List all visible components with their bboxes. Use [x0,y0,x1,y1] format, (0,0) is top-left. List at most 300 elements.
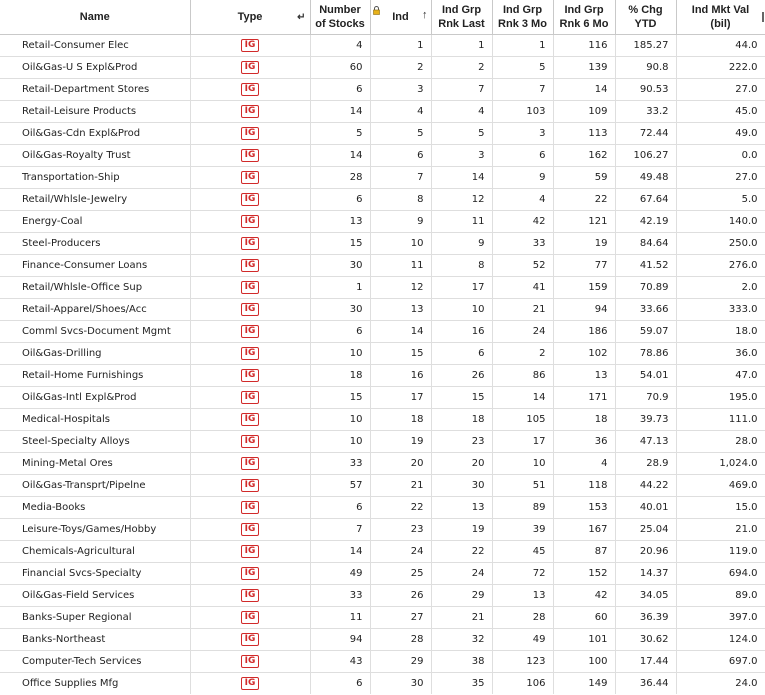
cell-ind-grp-rnk-last[interactable]: 17 [431,277,492,299]
cell-ind-grp-rnk-6mo[interactable]: 118 [553,475,615,497]
type-badge[interactable]: IG [241,61,260,74]
column-header-ind-grp-rnk-3mo[interactable] [492,0,553,35]
cell-ind-grp-rnk-6mo[interactable]: 101 [553,629,615,651]
cell-ind-grp-rnk-last[interactable]: 26 [431,365,492,387]
cell-type[interactable] [190,35,310,57]
table-row[interactable] [0,343,765,365]
cell-name[interactable]: Banks-Northeast [0,629,190,651]
cell-ind-grp-rnk-6mo[interactable]: 102 [553,343,615,365]
cell-name[interactable]: Retail/Whlsle-Office Sup [0,277,190,299]
cell-number-of-stocks[interactable]: 7 [310,519,370,541]
cell-type[interactable] [190,673,310,695]
cell-ind-grp-rnk-6mo[interactable]: 19 [553,233,615,255]
cell-ind[interactable]: 22 [370,497,431,519]
table-row[interactable] [0,497,765,519]
cell-ind-grp-rnk-3mo[interactable]: 21 [492,299,553,321]
cell-ind-grp-rnk-6mo[interactable]: 116 [553,35,615,57]
cell-pct-chg-ytd[interactable]: 33.66 [615,299,676,321]
table-row[interactable] [0,365,765,387]
cell-type[interactable] [190,255,310,277]
cell-pct-chg-ytd[interactable]: 14.37 [615,563,676,585]
cell-ind-mkt-val[interactable]: 27.0 [676,79,765,101]
type-badge[interactable]: IG [241,39,260,52]
cell-ind-grp-rnk-last[interactable]: 38 [431,651,492,673]
cell-ind[interactable]: 30 [370,673,431,695]
cell-ind-grp-rnk-6mo[interactable]: 18 [553,409,615,431]
table-row[interactable] [0,101,765,123]
cell-name[interactable]: Banks-Super Regional [0,607,190,629]
cell-ind-grp-rnk-3mo[interactable]: 33 [492,233,553,255]
cell-type[interactable] [190,541,310,563]
cell-ind[interactable]: 21 [370,475,431,497]
cell-ind-grp-rnk-6mo[interactable]: 13 [553,365,615,387]
cell-type[interactable] [190,431,310,453]
cell-ind-grp-rnk-3mo[interactable]: 13 [492,585,553,607]
cell-ind-mkt-val[interactable]: 140.0 [676,211,765,233]
type-badge[interactable]: IG [241,149,260,162]
cell-ind-grp-rnk-6mo[interactable]: 42 [553,585,615,607]
cell-ind-grp-rnk-3mo[interactable]: 103 [492,101,553,123]
table-row[interactable] [0,277,765,299]
cell-number-of-stocks[interactable]: 57 [310,475,370,497]
table-row[interactable] [0,321,765,343]
table-row[interactable] [0,519,765,541]
cell-type[interactable] [190,123,310,145]
cell-pct-chg-ytd[interactable]: 28.9 [615,453,676,475]
cell-name[interactable]: Oil&Gas-Royalty Trust [0,145,190,167]
cell-ind-grp-rnk-3mo[interactable]: 39 [492,519,553,541]
cell-ind-mkt-val[interactable]: 694.0 [676,563,765,585]
cell-type[interactable] [190,101,310,123]
cell-ind-grp-rnk-6mo[interactable]: 4 [553,453,615,475]
cell-type[interactable] [190,651,310,673]
type-badge[interactable]: IG [241,347,260,360]
cell-type[interactable] [190,167,310,189]
table-row[interactable] [0,431,765,453]
cell-ind[interactable]: 17 [370,387,431,409]
cell-name[interactable]: Oil&Gas-Field Services [0,585,190,607]
table-row[interactable] [0,167,765,189]
cell-name[interactable]: Oil&Gas-Intl Expl&Prod [0,387,190,409]
cell-ind-grp-rnk-last[interactable]: 19 [431,519,492,541]
cell-ind-grp-rnk-last[interactable]: 35 [431,673,492,695]
cell-ind-grp-rnk-last[interactable]: 13 [431,497,492,519]
cell-name[interactable]: Mining-Metal Ores [0,453,190,475]
type-badge[interactable]: IG [241,479,260,492]
cell-ind-mkt-val[interactable]: 21.0 [676,519,765,541]
cell-ind-grp-rnk-6mo[interactable]: 77 [553,255,615,277]
cell-name[interactable]: Energy-Coal [0,211,190,233]
cell-name[interactable]: Retail-Consumer Elec [0,35,190,57]
column-resize-icon[interactable] [762,12,764,22]
type-badge[interactable]: IG [241,193,260,206]
cell-ind-mkt-val[interactable]: 397.0 [676,607,765,629]
cell-number-of-stocks[interactable]: 6 [310,497,370,519]
table-row[interactable] [0,299,765,321]
cell-ind[interactable]: 15 [370,343,431,365]
cell-pct-chg-ytd[interactable]: 36.44 [615,673,676,695]
cell-type[interactable] [190,189,310,211]
cell-ind-grp-rnk-6mo[interactable]: 121 [553,211,615,233]
table-row[interactable] [0,607,765,629]
column-header-pct-chg-ytd[interactable] [615,0,676,35]
cell-type[interactable] [190,497,310,519]
cell-pct-chg-ytd[interactable]: 17.44 [615,651,676,673]
cell-ind[interactable]: 16 [370,365,431,387]
cell-type[interactable] [190,453,310,475]
cell-ind-grp-rnk-3mo[interactable]: 2 [492,343,553,365]
cell-number-of-stocks[interactable]: 13 [310,211,370,233]
cell-ind-grp-rnk-last[interactable]: 30 [431,475,492,497]
cell-number-of-stocks[interactable]: 43 [310,651,370,673]
type-badge[interactable]: IG [241,215,260,228]
column-header-ind-mkt-val[interactable] [676,0,765,35]
cell-name[interactable]: Retail-Department Stores [0,79,190,101]
cell-pct-chg-ytd[interactable]: 42.19 [615,211,676,233]
type-badge[interactable]: IG [241,127,260,140]
sort-ascending-icon[interactable]: ↑ [422,9,428,21]
cell-number-of-stocks[interactable]: 5 [310,123,370,145]
cell-type[interactable] [190,211,310,233]
cell-name[interactable]: Office Supplies Mfg [0,673,190,695]
cell-number-of-stocks[interactable]: 94 [310,629,370,651]
type-badge[interactable]: IG [241,171,260,184]
cell-pct-chg-ytd[interactable]: 25.04 [615,519,676,541]
cell-pct-chg-ytd[interactable]: 72.44 [615,123,676,145]
cell-pct-chg-ytd[interactable]: 41.52 [615,255,676,277]
cell-type[interactable] [190,475,310,497]
cell-ind-mkt-val[interactable]: 0.0 [676,145,765,167]
cell-ind-grp-rnk-3mo[interactable]: 1 [492,35,553,57]
cell-pct-chg-ytd[interactable]: 34.05 [615,585,676,607]
cell-ind-grp-rnk-last[interactable]: 21 [431,607,492,629]
cell-ind-grp-rnk-6mo[interactable]: 87 [553,541,615,563]
cell-pct-chg-ytd[interactable]: 78.86 [615,343,676,365]
column-header-name[interactable] [0,0,190,35]
cell-type[interactable] [190,409,310,431]
cell-type[interactable] [190,519,310,541]
table-row[interactable] [0,233,765,255]
cell-type[interactable] [190,57,310,79]
column-header-ind-grp-rnk-last[interactable] [431,0,492,35]
cell-ind-grp-rnk-3mo[interactable]: 10 [492,453,553,475]
cell-ind-mkt-val[interactable]: 124.0 [676,629,765,651]
cell-ind[interactable]: 11 [370,255,431,277]
table-row[interactable] [0,563,765,585]
cell-ind-mkt-val[interactable]: 24.0 [676,673,765,695]
table-row[interactable] [0,387,765,409]
table-row[interactable] [0,57,765,79]
cell-number-of-stocks[interactable]: 14 [310,145,370,167]
cell-ind-grp-rnk-6mo[interactable]: 22 [553,189,615,211]
type-badge[interactable]: IG [241,611,260,624]
cell-type[interactable] [190,387,310,409]
cell-ind-mkt-val[interactable]: 44.0 [676,35,765,57]
cell-pct-chg-ytd[interactable]: 33.2 [615,101,676,123]
cell-pct-chg-ytd[interactable]: 44.22 [615,475,676,497]
cell-pct-chg-ytd[interactable]: 84.64 [615,233,676,255]
cell-ind[interactable]: 12 [370,277,431,299]
cell-ind-grp-rnk-last[interactable]: 12 [431,189,492,211]
cell-ind-grp-rnk-6mo[interactable]: 186 [553,321,615,343]
cell-ind-mkt-val[interactable]: 2.0 [676,277,765,299]
cell-ind-grp-rnk-last[interactable]: 32 [431,629,492,651]
cell-name[interactable]: Oil&Gas-Transprt/Pipelne [0,475,190,497]
cell-ind-mkt-val[interactable]: 5.0 [676,189,765,211]
cell-name[interactable]: Oil&Gas-Drilling [0,343,190,365]
cell-pct-chg-ytd[interactable]: 54.01 [615,365,676,387]
cell-ind[interactable]: 24 [370,541,431,563]
table-row[interactable] [0,453,765,475]
cell-ind[interactable]: 1 [370,35,431,57]
cell-ind[interactable]: 6 [370,145,431,167]
cell-ind-grp-rnk-last[interactable]: 3 [431,145,492,167]
cell-ind-grp-rnk-6mo[interactable]: 149 [553,673,615,695]
cell-type[interactable] [190,233,310,255]
cell-type[interactable] [190,563,310,585]
cell-ind-grp-rnk-last[interactable]: 5 [431,123,492,145]
cell-ind-mkt-val[interactable]: 18.0 [676,321,765,343]
type-badge[interactable]: IG [241,105,260,118]
table-row[interactable] [0,35,765,57]
cell-pct-chg-ytd[interactable]: 70.9 [615,387,676,409]
cell-ind[interactable]: 9 [370,211,431,233]
cell-name[interactable]: Financial Svcs-Specialty [0,563,190,585]
cell-type[interactable] [190,277,310,299]
cell-ind-grp-rnk-last[interactable]: 20 [431,453,492,475]
cell-ind-mkt-val[interactable]: 28.0 [676,431,765,453]
type-badge[interactable]: IG [241,633,260,646]
cell-ind-grp-rnk-last[interactable]: 9 [431,233,492,255]
cell-number-of-stocks[interactable]: 4 [310,35,370,57]
cell-ind-mkt-val[interactable]: 697.0 [676,651,765,673]
cell-pct-chg-ytd[interactable]: 39.73 [615,409,676,431]
column-header-ind[interactable] [370,0,431,35]
type-badge[interactable]: IG [241,369,260,382]
type-badge[interactable]: IG [241,457,260,470]
cell-ind-grp-rnk-3mo[interactable]: 106 [492,673,553,695]
type-badge[interactable]: IG [241,237,260,250]
cell-ind-grp-rnk-last[interactable]: 7 [431,79,492,101]
cell-ind[interactable]: 10 [370,233,431,255]
cell-ind[interactable]: 8 [370,189,431,211]
cell-pct-chg-ytd[interactable]: 47.13 [615,431,676,453]
column-header-ind-grp-rnk-6mo[interactable] [553,0,615,35]
type-badge[interactable]: IG [241,589,260,602]
type-badge[interactable]: IG [241,501,260,514]
cell-name[interactable]: Computer-Tech Services [0,651,190,673]
cell-ind-grp-rnk-last[interactable]: 24 [431,563,492,585]
table-row[interactable] [0,189,765,211]
cell-ind-grp-rnk-last[interactable]: 18 [431,409,492,431]
cell-ind-grp-rnk-6mo[interactable]: 153 [553,497,615,519]
cell-ind-grp-rnk-last[interactable]: 10 [431,299,492,321]
cell-name[interactable]: Retail-Apparel/Shoes/Acc [0,299,190,321]
cell-ind-mkt-val[interactable]: 111.0 [676,409,765,431]
cell-ind[interactable]: 27 [370,607,431,629]
cell-type[interactable] [190,585,310,607]
column-header-number-of-stocks[interactable] [310,0,370,35]
table-row[interactable] [0,79,765,101]
cell-ind-mkt-val[interactable]: 1,024.0 [676,453,765,475]
cell-type[interactable] [190,365,310,387]
table-row[interactable] [0,651,765,673]
table-row[interactable] [0,629,765,651]
cell-number-of-stocks[interactable]: 28 [310,167,370,189]
cell-ind-grp-rnk-3mo[interactable]: 24 [492,321,553,343]
cell-name[interactable]: Oil&Gas-U S Expl&Prod [0,57,190,79]
cell-number-of-stocks[interactable]: 49 [310,563,370,585]
cell-ind-grp-rnk-3mo[interactable]: 9 [492,167,553,189]
cell-number-of-stocks[interactable]: 6 [310,79,370,101]
cell-ind[interactable]: 28 [370,629,431,651]
cell-name[interactable]: Retail/Whlsle-Jewelry [0,189,190,211]
cell-ind-mkt-val[interactable]: 222.0 [676,57,765,79]
cell-number-of-stocks[interactable]: 10 [310,343,370,365]
cell-ind-grp-rnk-3mo[interactable]: 105 [492,409,553,431]
type-badge[interactable]: IG [241,523,260,536]
table-row[interactable] [0,541,765,563]
cell-ind-grp-rnk-6mo[interactable]: 14 [553,79,615,101]
cell-ind-grp-rnk-3mo[interactable]: 51 [492,475,553,497]
cell-name[interactable]: Steel-Specialty Alloys [0,431,190,453]
cell-ind-mkt-val[interactable]: 119.0 [676,541,765,563]
cell-ind-grp-rnk-3mo[interactable]: 6 [492,145,553,167]
type-badge[interactable]: IG [241,281,260,294]
cell-number-of-stocks[interactable]: 33 [310,453,370,475]
cell-ind[interactable]: 25 [370,563,431,585]
cell-type[interactable] [190,79,310,101]
cell-number-of-stocks[interactable]: 1 [310,277,370,299]
cell-pct-chg-ytd[interactable]: 70.89 [615,277,676,299]
cell-ind-grp-rnk-6mo[interactable]: 139 [553,57,615,79]
cell-ind-grp-rnk-6mo[interactable]: 167 [553,519,615,541]
cell-ind-grp-rnk-3mo[interactable]: 41 [492,277,553,299]
cell-ind-grp-rnk-3mo[interactable]: 14 [492,387,553,409]
cell-ind-grp-rnk-last[interactable]: 23 [431,431,492,453]
cell-ind-grp-rnk-3mo[interactable]: 45 [492,541,553,563]
cell-ind-grp-rnk-6mo[interactable]: 60 [553,607,615,629]
cell-ind-grp-rnk-3mo[interactable]: 42 [492,211,553,233]
cell-pct-chg-ytd[interactable]: 59.07 [615,321,676,343]
cell-pct-chg-ytd[interactable]: 106.27 [615,145,676,167]
cell-name[interactable]: Oil&Gas-Cdn Expl&Prod [0,123,190,145]
cell-ind-grp-rnk-3mo[interactable]: 86 [492,365,553,387]
cell-number-of-stocks[interactable]: 6 [310,189,370,211]
cell-ind-grp-rnk-last[interactable]: 16 [431,321,492,343]
cell-ind-grp-rnk-6mo[interactable]: 36 [553,431,615,453]
cell-ind-grp-rnk-3mo[interactable]: 4 [492,189,553,211]
table-row[interactable] [0,145,765,167]
cell-ind[interactable]: 13 [370,299,431,321]
cell-ind-grp-rnk-6mo[interactable]: 94 [553,299,615,321]
type-badge[interactable]: IG [241,567,260,580]
type-badge[interactable]: IG [241,325,260,338]
cell-pct-chg-ytd[interactable]: 20.96 [615,541,676,563]
type-badge[interactable]: IG [241,303,260,316]
table-row[interactable] [0,409,765,431]
cell-ind-grp-rnk-6mo[interactable]: 109 [553,101,615,123]
cell-number-of-stocks[interactable]: 6 [310,673,370,695]
cell-ind[interactable]: 18 [370,409,431,431]
cell-ind[interactable]: 3 [370,79,431,101]
cell-ind-grp-rnk-3mo[interactable]: 49 [492,629,553,651]
cell-ind-mkt-val[interactable]: 47.0 [676,365,765,387]
cell-number-of-stocks[interactable]: 18 [310,365,370,387]
cell-ind-grp-rnk-3mo[interactable]: 3 [492,123,553,145]
table-row[interactable] [0,673,765,695]
table-row[interactable] [0,585,765,607]
cell-name[interactable]: Medical-Hospitals [0,409,190,431]
cell-ind-grp-rnk-6mo[interactable]: 59 [553,167,615,189]
type-badge[interactable]: IG [241,391,260,404]
cell-number-of-stocks[interactable]: 10 [310,431,370,453]
cell-ind-mkt-val[interactable]: 36.0 [676,343,765,365]
cell-ind-grp-rnk-3mo[interactable]: 72 [492,563,553,585]
cell-ind-mkt-val[interactable]: 15.0 [676,497,765,519]
type-badge[interactable]: IG [241,655,260,668]
pin-icon[interactable]: ↵ [297,12,306,23]
cell-ind-mkt-val[interactable]: 333.0 [676,299,765,321]
cell-pct-chg-ytd[interactable]: 90.8 [615,57,676,79]
cell-ind[interactable]: 4 [370,101,431,123]
cell-ind-grp-rnk-last[interactable]: 14 [431,167,492,189]
cell-ind-grp-rnk-6mo[interactable]: 100 [553,651,615,673]
cell-name[interactable]: Steel-Producers [0,233,190,255]
column-header-type[interactable] [190,0,310,35]
type-badge[interactable]: IG [241,435,260,448]
cell-ind[interactable]: 29 [370,651,431,673]
cell-number-of-stocks[interactable]: 11 [310,607,370,629]
cell-type[interactable] [190,629,310,651]
cell-ind-grp-rnk-last[interactable]: 22 [431,541,492,563]
cell-name[interactable]: Finance-Consumer Loans [0,255,190,277]
cell-ind-grp-rnk-last[interactable]: 15 [431,387,492,409]
cell-ind[interactable]: 20 [370,453,431,475]
cell-number-of-stocks[interactable]: 10 [310,409,370,431]
cell-number-of-stocks[interactable]: 30 [310,299,370,321]
cell-number-of-stocks[interactable]: 15 [310,233,370,255]
cell-ind[interactable]: 7 [370,167,431,189]
cell-ind-grp-rnk-last[interactable]: 11 [431,211,492,233]
cell-pct-chg-ytd[interactable]: 30.62 [615,629,676,651]
type-badge[interactable]: IG [241,413,260,426]
cell-name[interactable]: Comml Svcs-Document Mgmt [0,321,190,343]
table-row[interactable] [0,475,765,497]
cell-name[interactable]: Retail-Home Furnishings [0,365,190,387]
cell-type[interactable] [190,343,310,365]
cell-ind-grp-rnk-last[interactable]: 4 [431,101,492,123]
cell-number-of-stocks[interactable]: 14 [310,101,370,123]
cell-ind-grp-rnk-6mo[interactable]: 113 [553,123,615,145]
type-badge[interactable]: IG [241,83,260,96]
cell-ind-grp-rnk-last[interactable]: 29 [431,585,492,607]
type-badge[interactable]: IG [241,677,260,690]
cell-ind[interactable]: 19 [370,431,431,453]
cell-ind[interactable]: 5 [370,123,431,145]
cell-pct-chg-ytd[interactable]: 67.64 [615,189,676,211]
cell-ind[interactable]: 23 [370,519,431,541]
cell-type[interactable] [190,321,310,343]
cell-ind-grp-rnk-last[interactable]: 1 [431,35,492,57]
cell-type[interactable] [190,299,310,321]
cell-ind-mkt-val[interactable]: 27.0 [676,167,765,189]
cell-number-of-stocks[interactable]: 33 [310,585,370,607]
cell-ind-mkt-val[interactable]: 469.0 [676,475,765,497]
cell-ind-mkt-val[interactable]: 250.0 [676,233,765,255]
cell-pct-chg-ytd[interactable]: 49.48 [615,167,676,189]
cell-name[interactable]: Leisure-Toys/Games/Hobby [0,519,190,541]
